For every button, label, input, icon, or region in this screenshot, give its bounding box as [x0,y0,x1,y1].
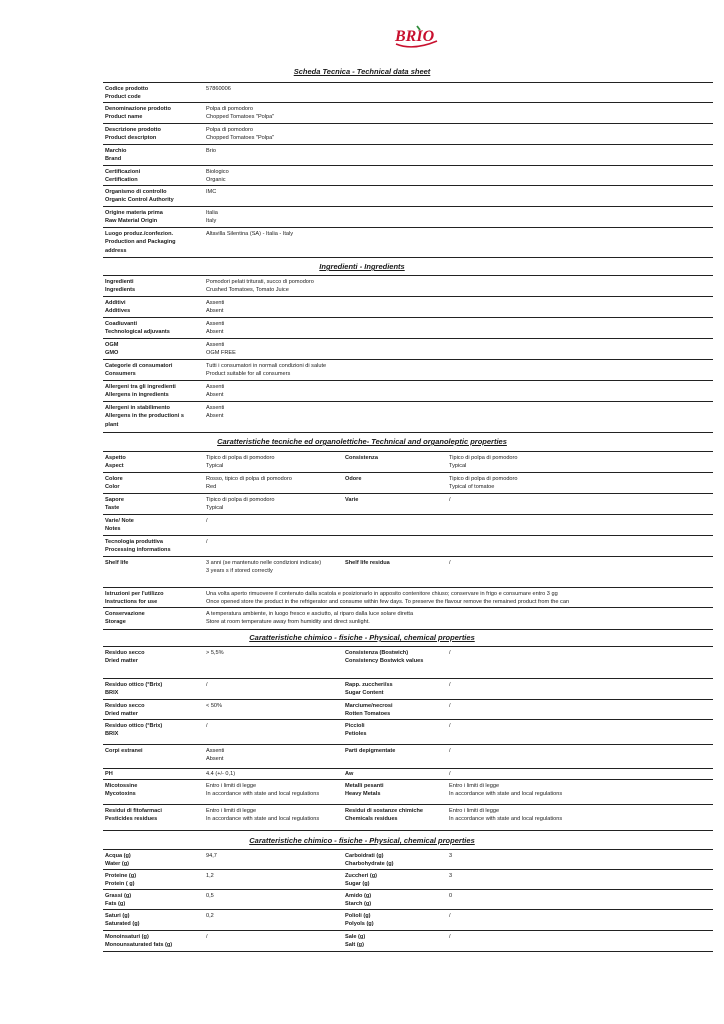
value: / [449,748,451,754]
value: / [449,771,451,777]
label-en: Polyols (g) [345,921,374,928]
label-it: OGM [105,342,119,348]
table-row [103,402,713,433]
value: 57860006 [206,86,231,92]
label-it: Shelf life [105,560,129,566]
value: Tipico di polpa di pomodoro [449,455,518,461]
table-row [103,339,713,360]
value: 3 [449,873,453,879]
value: 3 [449,853,453,859]
value: IMC [206,189,217,195]
label-en: Mycotoxins [105,791,136,798]
label-it: Micotossine [105,783,138,789]
value: Polpa di pomodoro [206,106,253,112]
label-it: Residui di sostanze chimiche [345,808,424,814]
value: 0 [449,893,453,899]
label-en: Aspect [105,463,124,470]
label-en: Raw Material Origin [105,218,158,225]
label-it: Consistenza [345,455,378,461]
label-en: BRIX [105,690,119,697]
value: < 50% [206,703,223,709]
label-en: Taste [105,505,120,512]
value-en: Chopped Tomatoes "Polpa" [206,135,275,142]
table-row [103,745,713,769]
label-en: Processing informations [105,547,171,554]
table-row [103,145,713,166]
label-en: Certification [105,177,138,184]
label-en: Brand [105,156,122,163]
label-it: Odore [345,476,362,482]
value: Rosso, tipico di polpa di pomodoro [206,476,292,482]
label-it: Aspetto [105,455,126,461]
label-it: Parti depigmentate [345,748,396,754]
label-en: Petioles [345,731,367,738]
label-it: Aw [345,771,354,777]
table-row [103,769,713,780]
value-en: Absent [206,756,224,763]
label-en: Instructions for use [105,599,158,606]
table-row [103,473,713,494]
table-row [103,207,713,228]
label-it: Residuo secco [105,650,145,656]
label-en: Storage [105,619,126,626]
value: / [206,539,208,545]
value: 4.4 (+/- 0,1) [206,771,236,777]
table-row [103,931,713,952]
label-en: Sugar (g) [345,881,370,888]
value: Biologico [206,169,229,175]
table-row [103,588,713,608]
value-en: In accordance with state and local regulations [449,791,563,798]
organoleptic-table [103,451,713,630]
value-en: Italy [206,218,217,225]
table-row [103,276,713,297]
value: Tutti i consumatori in normali condizioni di salute [206,363,327,369]
label-it: Consistenza (Bostwich) [345,650,409,656]
label-en: Product code [105,94,141,101]
value: / [206,682,208,688]
label-it: Residuo ottico (°Brix) [105,723,163,729]
value: A temperatura ambiente, in luogo fresco e asciutto, al riparo dalla luce solare diretta [206,611,414,617]
section-title-ingredients: Ingredienti - Ingredients [319,262,405,271]
label-it: Allergeni in stabilimento [105,405,170,411]
document-title: Scheda Tecnica - Technical data sheet [293,67,431,76]
value: Assenti [206,384,225,390]
label-en: BRIX [105,731,119,738]
value: Entro i limiti di legge [206,783,257,789]
label-it: Sapore [105,497,124,503]
label-it: Amido (g) [345,893,372,899]
table-row [103,679,713,700]
label-it: Shelf life residua [345,560,390,566]
label-it: Allergeni tra gli ingredienti [105,384,176,390]
label-it: Marchio [105,148,127,154]
label-en: Salt (g) [345,942,364,949]
value: / [449,682,451,688]
table-row [103,780,713,805]
value-en: In accordance with state and local regulations [449,816,563,823]
value: Polpa di pomodoro [206,127,253,133]
value: Altavilla Silentina (SA) - Italia - Italy [206,231,294,237]
value-en: Crushed Tomatoes, Tomato Juice [206,287,289,294]
value: / [206,934,208,940]
label-it: Colore [105,476,123,482]
label-it: Varie [345,497,359,503]
value: Assenti [206,300,225,306]
value-en: Absent [206,392,224,399]
table-row [103,700,713,720]
label-it: Acqua (g) [105,853,131,859]
general-table [103,82,713,258]
table-row [103,103,713,124]
value: 94,7 [206,853,217,859]
label-it: Residui di fitofarmaci [105,808,162,814]
label-it: Corpi estranei [105,748,143,754]
value: 0,5 [206,893,214,899]
label-it: Categorie di consumatori [105,363,173,369]
label-en: Dried matter [105,658,138,665]
table-row [103,890,713,910]
label-it: Denominazione prodotto [105,106,171,112]
label-it: Organismo di controllo [105,189,167,195]
label-it: Descrizione prodotto [105,127,161,133]
value-en: Once opened store the product in the refrigerator and consume within few days. To preserve the flavour remove the remained product from the can [206,599,570,606]
table-row [103,850,713,870]
label-it: Sale (g) [345,934,366,940]
value: / [449,723,451,729]
table-row [103,83,713,103]
table-row [103,360,713,381]
value: Assenti [206,748,225,754]
label-en: Pesticides residues [105,816,158,823]
label-en: Allergens in the productioni s [105,413,184,420]
label-it: Luogo produz./confezion. [105,231,174,237]
value: Tipico di polpa di pomodoro [449,476,518,482]
label-it: Rapp. zuccheri/ss [345,682,393,688]
value: Entro i limiti di legge [449,808,500,814]
label-en: Technological adjuvants [105,329,170,336]
label-it: Saturi (g) [105,913,130,919]
label-en: address [105,247,127,254]
table-row [103,515,713,536]
table-row [103,186,713,207]
label-it: Marciume/necrosi [345,703,393,709]
label-it: Carboidrati (g) [345,853,384,859]
table-row [103,124,713,145]
label-en: plant [105,421,119,428]
label-en: Monounsaturated fats (g) [105,942,173,949]
value: 1,2 [206,873,214,879]
value: 3 anni (se mantenuto nelle condizioni indicate) [206,560,322,566]
nutrition-table [103,849,713,952]
label-en: GMO [105,350,119,357]
value: / [449,560,451,566]
value-en: Chopped Tomatoes "Polpa" [206,114,275,121]
label-it: Zuccheri (g) [345,873,378,879]
value: Entro i limiti di legge [449,783,500,789]
value: Tipico di polpa di pomodoro [206,455,275,461]
value: Assenti [206,321,225,327]
label-en: Product descripton [105,135,157,142]
value: Italia [206,210,218,216]
section-title-organoleptic: Caratteristiche tecniche ed organolettiche- Technical and organoleptic properties [217,437,507,446]
label-it: Codice prodotto [105,86,149,92]
table-row [103,910,713,931]
table-row [103,536,713,557]
value: 0,2 [206,913,214,919]
value-en: Typical [206,463,224,470]
svg-text:BRIO: BRIO [395,28,435,45]
value-en: In accordance with state and local regulations [206,791,320,798]
value-en: 3 years s if stored correctly [206,568,273,575]
label-en: Water (g) [105,861,130,868]
table-row [103,608,713,630]
label-en: Product name [105,114,143,121]
table-row [103,297,713,318]
table-row [103,720,713,745]
table-row [103,494,713,515]
value: / [206,723,208,729]
table-row [103,166,713,186]
label-it: Additivi [105,300,126,306]
value: > 5,5% [206,650,224,656]
value: / [449,934,451,940]
value-en: Absent [206,413,224,420]
label-it: Origine materia prima [105,210,163,216]
value: / [449,913,451,919]
value-en: Absent [206,308,224,315]
value: / [449,650,451,656]
table-row [103,805,713,831]
label-en: Notes [105,526,121,533]
value: / [449,703,451,709]
table-row [103,452,713,473]
label-it: Grassi (g) [105,893,132,899]
value: / [206,518,208,524]
table-row [103,647,713,679]
label-it: Piccioli [345,723,365,729]
label-it: Residuo ottico (°Brix) [105,682,163,688]
label-it: Residuo secco [105,703,145,709]
table-row [103,228,713,258]
label-en: Dried matter [105,711,138,718]
label-en: Production and Packaging [105,239,176,246]
value: Assenti [206,405,225,411]
value-en: Organic [206,177,226,184]
label-it: Conservazione [105,611,145,617]
physchem-table [103,646,713,831]
label-en: Heavy Metals [345,791,381,798]
label-it: Proteine (g) [105,873,137,879]
brio-logo [393,24,439,52]
label-it: Tecnologia produttiva [105,539,164,545]
label-it: Polioli (g) [345,913,371,919]
label-en: Sugar Content [345,690,384,697]
label-it: Metalli pesanti [345,783,384,789]
value-en: Red [206,484,217,491]
label-it: PH [105,771,113,777]
label-en: Consistency Bostwick values [345,658,424,665]
value: Assenti [206,342,225,348]
label-en: Additives [105,308,131,315]
value-en: In accordance with state and local regulations [206,816,320,823]
section-title-physchem: Caratteristiche chimico - fisiche - Physical, chemical properties [249,633,475,642]
label-en: Rotten Tomatoes [345,711,391,718]
table-row [103,870,713,890]
label-en: Starch (g) [345,901,372,908]
table-row [103,557,713,588]
label-en: Allergens in ingredients [105,392,169,399]
label-it: Ingredienti [105,279,134,285]
label-en: Protein ( g) [105,881,135,888]
label-it: Monoinsaturi (g) [105,934,149,940]
value: Entro i limiti di legge [206,808,257,814]
table-row [103,318,713,339]
value-en: OGM FREE [206,350,236,357]
value: Tipico di polpa di pomodoro [206,497,275,503]
label-en: Color [105,484,120,491]
label-en: Saturated (g) [105,921,140,928]
table-row [103,381,713,402]
value: Pomodori pelati triturati, succo di pomodoro [206,279,314,285]
label-en: Organic Control Authority [105,197,174,204]
value-en: Absent [206,329,224,336]
label-it: Certificazioni [105,169,141,175]
label-it: Coadiuvanti [105,321,138,327]
label-it: Istruzioni per l'utilizzo [105,591,164,597]
label-en: Fats (g) [105,901,126,908]
label-it: Varie/ Note [105,518,134,524]
value-en: Store at room temperature away from humidity and direct sunlight. [206,619,370,626]
label-en: Charbohydrate (g) [345,861,394,868]
value: Brio [206,148,216,154]
value-en: Typical [206,505,224,512]
value-en: Product suitable for all consumers [206,371,291,378]
section-title-nutrition: Caratteristiche chimico - fisiche - Physical, chemical properties [249,836,475,845]
value: / [449,497,451,503]
label-en: Chemicals residues [345,816,398,823]
value-en: Typical of tomatoe [449,484,495,491]
ingredients-table [103,275,713,433]
label-en: Ingredients [105,287,136,294]
value-en: Typical [449,463,467,470]
value: Una volta aperto rimuovere il contenuto dalla scatola e posizionarlo in apposito contenitore chiuso; conservare in frigo e consumare entro 3 gg [206,591,558,597]
label-en: Consumers [105,371,136,378]
